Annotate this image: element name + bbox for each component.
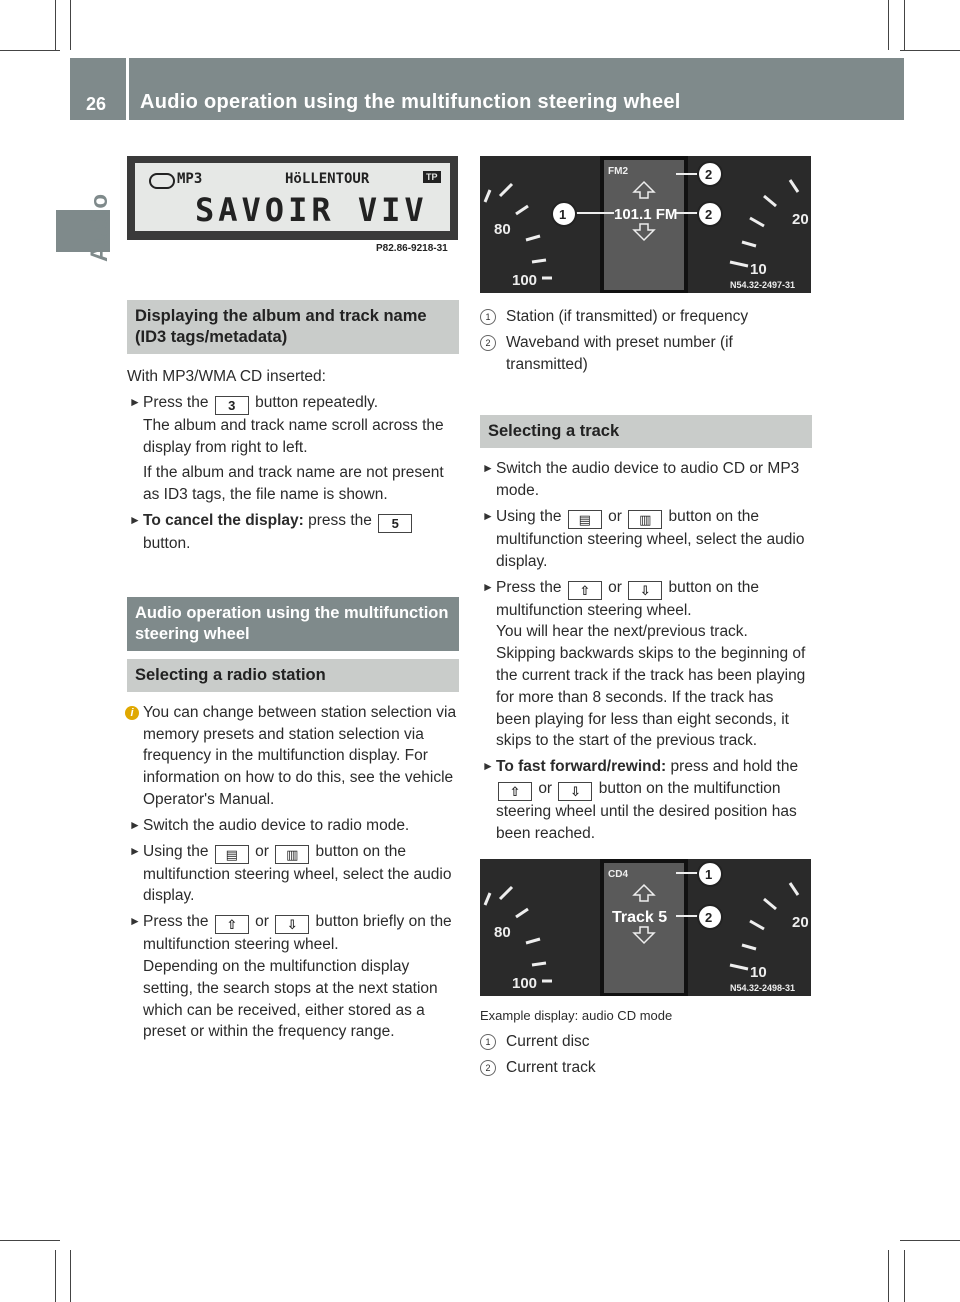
step-text: The album and track name scroll across the display from right to left. (143, 416, 444, 456)
figure-code: P82.86-9218-31 (376, 243, 448, 254)
step: ► Switch the audio device to audio CD or MP3 mode. (482, 460, 800, 500)
step: ► To fast forward/rewind: press and hold the ⇧ or ⇩ button on the multifunction steering wheel until the desired position has been reached. (482, 758, 799, 842)
callout-number: 1 (480, 309, 496, 325)
figure-code: N54.32-2497-31 (730, 280, 796, 290)
crop-mark (900, 50, 960, 51)
band-label: FM2 (608, 166, 628, 177)
key-5-icon: 5 (378, 514, 412, 533)
up-button-icon: ⇧ (215, 915, 249, 934)
step-text: Skipping backwards skips to the beginning of the current track if the track has been playing for more than 8 seconds. If the track has been playing for less than eight seconds, it skips to the start of the previous track. (496, 645, 806, 750)
page-header (70, 58, 904, 120)
crop-mark (55, 0, 56, 50)
step-arrow-icon: ► (129, 817, 141, 832)
crop-mark (904, 1250, 905, 1302)
display-fwd-icon: ▥ (628, 510, 662, 529)
callout-item: 2 Waveband with preset number (if transmitted) (480, 332, 812, 376)
svg-text:1: 1 (559, 207, 567, 222)
callout-number: 2 (480, 1060, 496, 1076)
step-arrow-icon: ► (482, 759, 494, 774)
callout-item: 1 Current disc (480, 1031, 812, 1053)
crop-mark (888, 0, 889, 50)
svg-text:1: 1 (705, 867, 713, 882)
instrument-cluster-illustration (480, 859, 811, 996)
gauge-label: 20 (792, 914, 809, 931)
step: ► Press the ⇧ or ⇩ button on the multifunction steering wheel. You will hear the next/previous track. Skipping backwards skips to the beginning of the current track if the track has been playing for more than 8 seconds. If the track has been playing for less than eight seconds, it skips to the start of the previous track. (480, 577, 812, 753)
crop-mark (70, 0, 71, 50)
section-heading-radio: Selecting a radio station (127, 659, 459, 692)
step: ► To cancel the display: press the 5 button. (127, 510, 459, 555)
gauge-label: 100 (512, 975, 538, 992)
step: ► Switch the audio device to radio mode. (127, 815, 459, 837)
disc-icon (149, 173, 175, 189)
step: ► Using the ▤ or ▥ button on the multifunction steering wheel, select the audio display. (482, 507, 805, 570)
down-button-icon: ⇩ (558, 782, 592, 801)
step: ► Using the ▤ or ▥ button on the multifunction steering wheel, select the audio display. (129, 842, 452, 905)
step-arrow-icon: ► (482, 508, 494, 523)
gauge-label: 20 (792, 211, 809, 228)
chapter-label: Audio (86, 194, 113, 262)
right-column (480, 302, 812, 845)
step-text: Depending on the multifunction display setting, the search stops at the next station which can be received, either stored as a preset or within the frequency range. (143, 957, 438, 1041)
lcd-album: HöLLENTOUR (285, 171, 370, 187)
key-3-icon: 3 (215, 396, 249, 415)
section-heading-id3: Displaying the album and track name (ID3 tags/metadata) (127, 300, 459, 354)
gauge-label: 80 (494, 221, 511, 238)
crop-mark (70, 1250, 71, 1302)
svg-text:2: 2 (705, 167, 713, 182)
frequency-label: 101.1 FM (614, 206, 678, 223)
callout-item: 2 Current track (480, 1057, 812, 1079)
step-arrow-icon: ► (129, 512, 141, 527)
step-arrow-icon: ► (129, 394, 141, 409)
figure-caption: Example display: audio CD mode (480, 1008, 673, 1023)
figure-code: N54.32-2498-31 (730, 983, 796, 993)
svg-text:2: 2 (705, 910, 713, 925)
info-icon: i (125, 702, 143, 724)
lcd-source: MP3 (177, 171, 203, 187)
down-button-icon: ⇩ (275, 915, 309, 934)
gauge-label: 100 (512, 272, 538, 289)
crop-mark (0, 50, 60, 51)
callout-number: 1 (480, 1034, 496, 1050)
lcd-track: SAVOIR VIV (195, 191, 428, 229)
callout-item: 1 Station (if transmitted) or frequency (480, 306, 812, 328)
cd-display-figure (480, 859, 811, 996)
callout-number: 2 (480, 335, 496, 351)
display-fwd-icon: ▥ (275, 845, 309, 864)
radio-display-figure (480, 156, 811, 293)
up-button-icon: ⇧ (498, 782, 532, 801)
gauge-label: 80 (494, 924, 511, 941)
page-number: 26 (86, 94, 107, 114)
crop-mark (55, 1250, 56, 1302)
crop-mark (888, 1250, 889, 1302)
up-button-icon: ⇧ (568, 581, 602, 600)
page-title: Audio operation using the multifunction steering wheel (140, 91, 681, 113)
crop-mark (0, 1240, 60, 1241)
crop-mark (904, 0, 905, 50)
display-back-icon: ▤ (568, 510, 602, 529)
mp3-display-figure (127, 156, 458, 240)
step-arrow-icon: ► (129, 914, 141, 929)
gauge-label: 10 (750, 964, 767, 981)
step: ► Press the 3 button repeatedly. The album and track name scroll across the display from right to left. If the album and track name are not present as ID3 tags, the file name is shown. (127, 392, 459, 506)
step-text: You will hear the next/previous track. (496, 623, 748, 641)
disc-label: CD4 (608, 869, 629, 880)
svg-text:2: 2 (705, 207, 713, 222)
gauge-label: 10 (750, 261, 767, 278)
step-arrow-icon: ► (482, 579, 494, 594)
tp-badge: TP (423, 171, 441, 183)
header-divider (126, 58, 129, 120)
section-heading-track: Selecting a track (480, 415, 812, 448)
section-heading-mfsw: Audio operation using the multifunction steering wheel (127, 597, 459, 651)
crop-mark (900, 1240, 960, 1241)
step-arrow-icon: ► (482, 461, 494, 476)
instrument-cluster-illustration (480, 156, 811, 293)
info-note: i You can change between station selection via memory presets and station selection via frequency in the multifunction display. For information on how to do this, see the vehicle Operator's Manual. (127, 702, 459, 811)
intro-text: With MP3/WMA CD inserted: (127, 368, 326, 385)
step: ► Press the ⇧ or ⇩ button briefly on the multifunction steering wheel. Depending on the multifunction display setting, the search stops at the next station which can be received, either stored as a preset or within the frequency range. (127, 911, 459, 1043)
display-back-icon: ▤ (215, 845, 249, 864)
track-label: Track 5 (612, 909, 668, 926)
step-arrow-icon: ► (129, 843, 141, 858)
left-column (127, 300, 459, 1043)
cd-caption-block (480, 1005, 812, 1078)
down-button-icon: ⇩ (628, 581, 662, 600)
step-text: If the album and track name are not present as ID3 tags, the file name is shown. (143, 464, 444, 504)
lcd-screen (135, 163, 450, 231)
